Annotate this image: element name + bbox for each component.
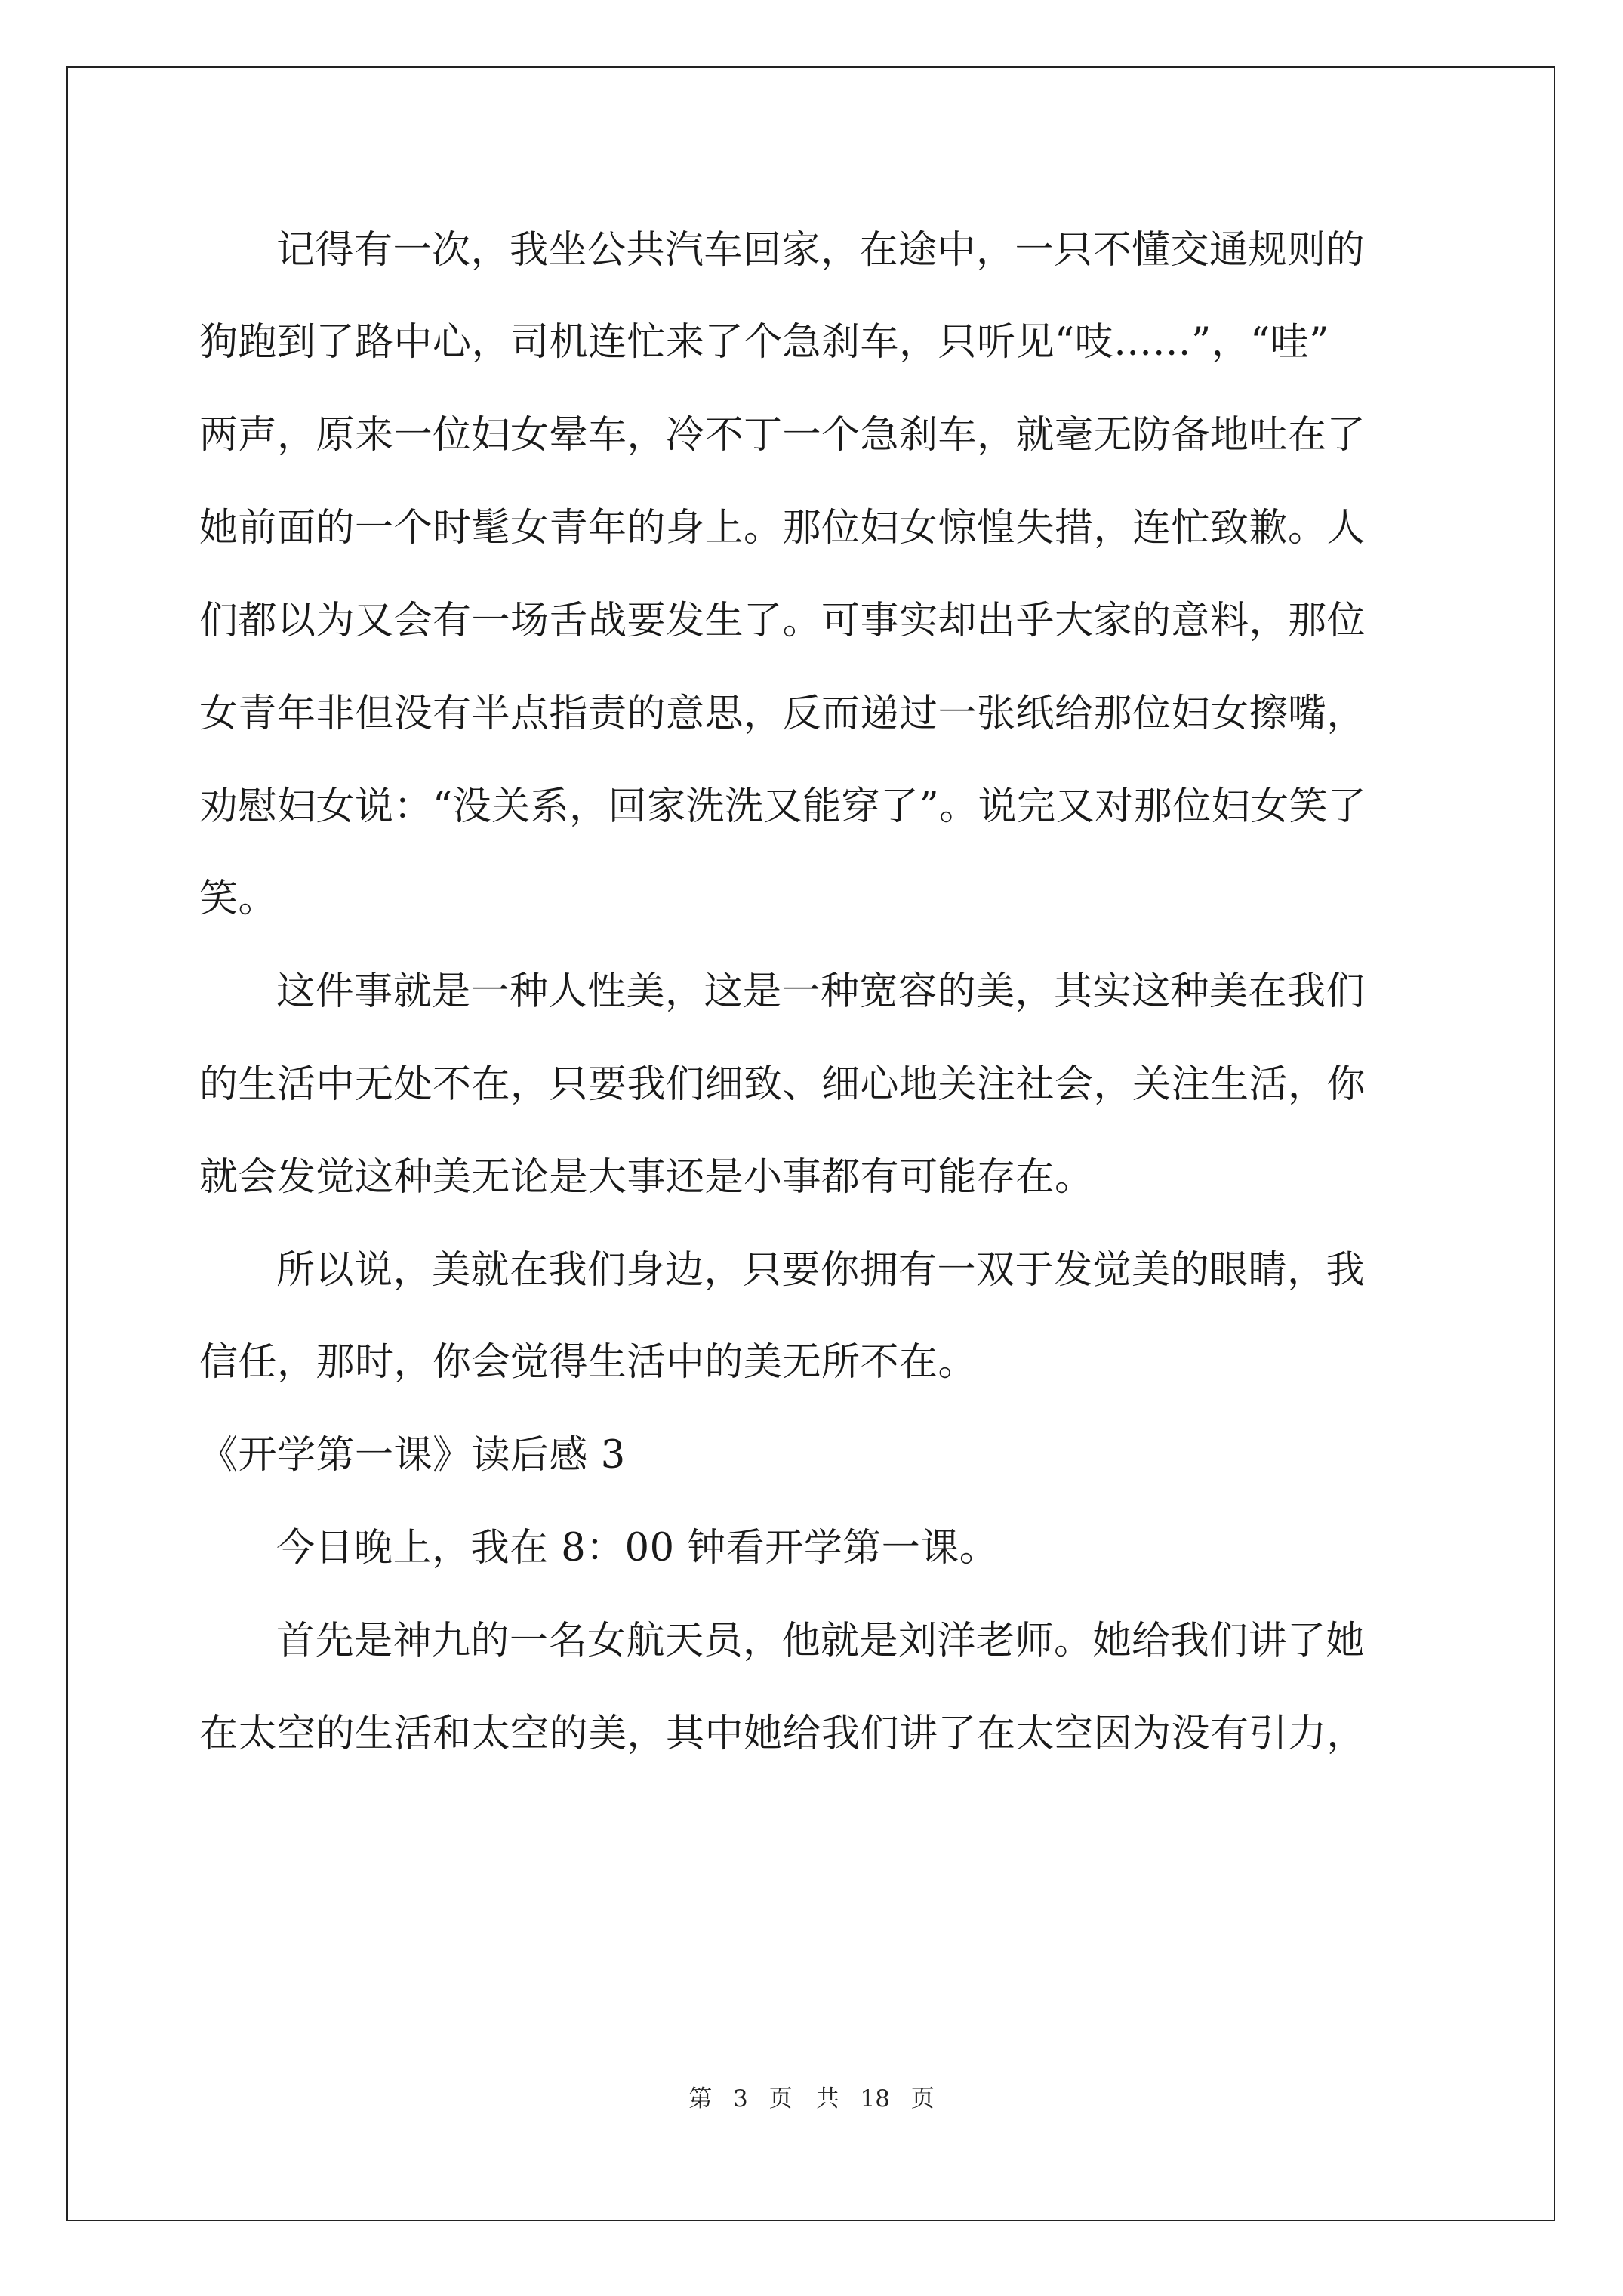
- paragraph-line: 的生活中无处不在，只要我们细致、细心地关注社会，关注生活，你: [199, 1062, 1366, 1107]
- page-footer: 第 3 页 共 18 页: [688, 2085, 935, 2113]
- paragraph-line: 女青年非但没有半点指责的意思，反而递过一张纸给那位妇女擦嘴，: [199, 692, 1366, 736]
- paragraph-line: 今日晚上，我在 8：00 钟看开学第一课。: [276, 1526, 999, 1570]
- page-border: [66, 66, 1555, 2221]
- paragraph-line: 信任，那时，你会觉得生活中的美无所不在。: [199, 1340, 978, 1385]
- paragraph-line: 记得有一次，我坐公共汽车回家，在途中，一只不懂交通规则的: [276, 228, 1366, 273]
- paragraph-line: 就会发觉这种美无论是大事还是小事都有可能存在。: [199, 1155, 1094, 1200]
- paragraph-line: 两声，原来一位妇女晕车，冷不丁一个急刹车，就毫无防备地吐在了: [199, 413, 1366, 458]
- paragraph-line: 她前面的一个时髦女青年的身上。那位妇女惊惶失措，连忙致歉。人: [199, 506, 1366, 550]
- paragraph-line: 劝慰妇女说：“没关系，回家洗洗又能穿了”。说完又对那位妇女笑了: [199, 784, 1367, 829]
- paragraph-line: 所以说，美就在我们身边，只要你拥有一双于发觉美的眼睛，我: [276, 1248, 1366, 1293]
- paragraph-line: 这件事就是一种人性美，这是一种宽容的美，其实这种美在我们: [276, 969, 1366, 1014]
- section-title: 《开学第一课》读后感 3: [199, 1433, 626, 1478]
- paragraph-line: 笑。: [199, 877, 278, 921]
- paragraph-line: 狗跑到了路中心，司机连忙来了个急刹车，只听见“吱……”，“哇”: [199, 320, 1329, 365]
- paragraph-line: 在太空的生活和太空的美，其中她给我们讲了在太空因为没有引力，: [199, 1712, 1366, 1756]
- paragraph-line: 首先是神九的一名女航天员，他就是刘洋老师。她给我们讲了她: [276, 1619, 1366, 1663]
- paragraph-line: 们都以为又会有一场舌战要发生了。可事实却出乎大家的意料，那位: [199, 599, 1366, 643]
